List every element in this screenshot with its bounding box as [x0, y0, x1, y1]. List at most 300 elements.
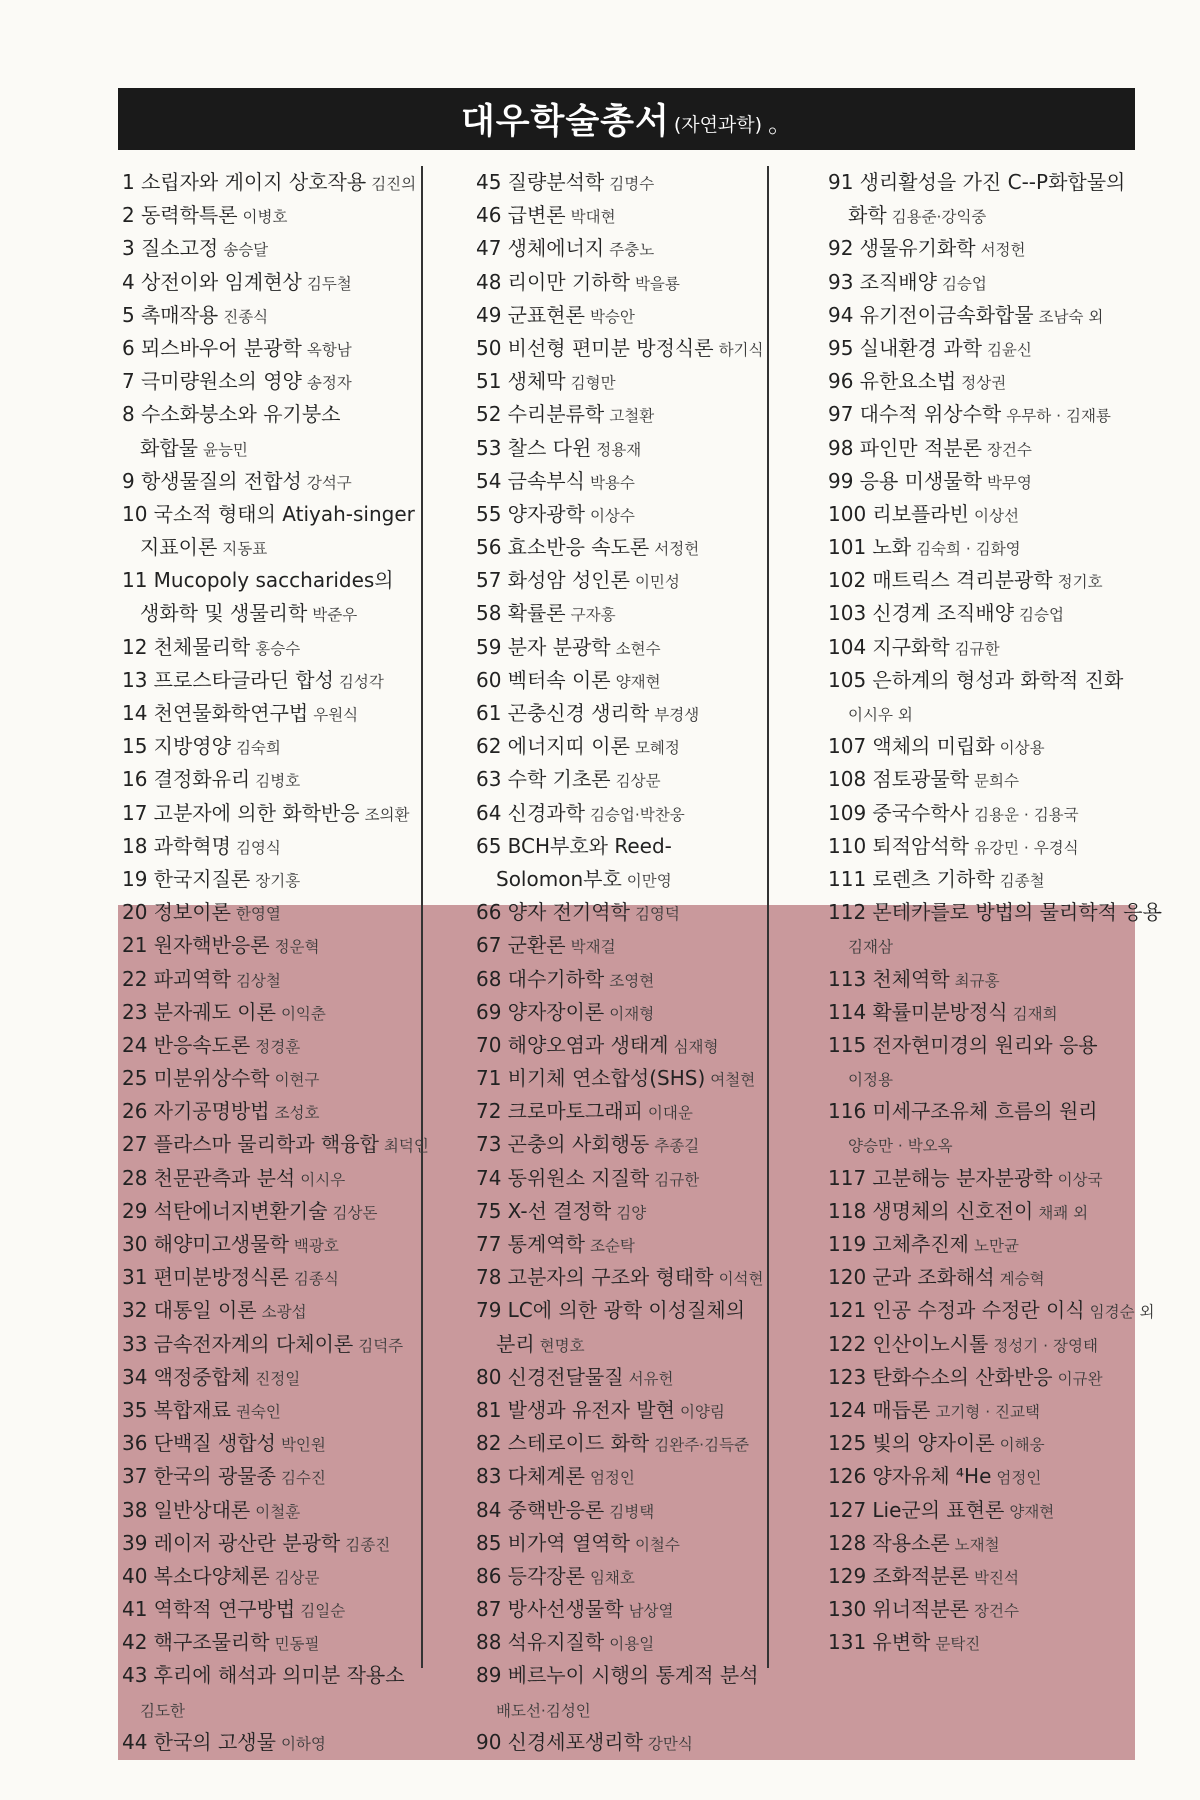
- book-number: 58: [476, 601, 502, 626]
- book-number: 10: [122, 501, 148, 526]
- book-title: 실내환경 과학: [859, 335, 982, 360]
- book-entry-continuation: [476, 863, 766, 896]
- book-author: 김영식: [235, 838, 281, 857]
- book-entry-line: [476, 365, 766, 398]
- book-number: 107: [828, 734, 867, 759]
- book-title: 편미분방정식론: [153, 1265, 289, 1290]
- book-author: 김승업·박찬웅: [589, 805, 685, 824]
- book-title: 곤충신경 생리학: [507, 701, 650, 725]
- book-title: 원자핵반응론: [153, 933, 270, 958]
- book-author: 김수진: [280, 1469, 326, 1488]
- book-entry-line: [122, 697, 418, 730]
- book-title: 극미량원소의 영양: [140, 369, 302, 394]
- book-author: 김두철: [306, 274, 352, 293]
- book-title: 고체추진제: [872, 1232, 969, 1256]
- book-entry-line: [122, 996, 418, 1029]
- book-author: 이익춘: [280, 1004, 326, 1023]
- book-title: 결정화유리: [153, 767, 251, 792]
- book-title: 작용소론: [872, 1530, 950, 1555]
- book-entry-line: [122, 1029, 418, 1062]
- book-author: 박무영: [986, 473, 1032, 492]
- book-title: 상전이와 임계현상: [140, 269, 302, 294]
- book-number: 9: [122, 468, 135, 493]
- book-entry-continuation: [828, 1062, 1135, 1095]
- book-entry: [828, 1261, 1135, 1294]
- book-entry-line: [122, 498, 418, 531]
- book-entry-line: [122, 232, 418, 265]
- book-number: 109: [828, 800, 867, 825]
- book-author: 김형만: [570, 374, 616, 393]
- book-entry: [476, 232, 766, 265]
- book-entry: [476, 266, 766, 299]
- book-author: 진종식: [223, 307, 269, 326]
- book-entry-line: [122, 1062, 418, 1095]
- book-title: 생화학 및 생물리학: [140, 601, 308, 626]
- book-title: 복합재료: [153, 1397, 231, 1422]
- book-entry-line: [122, 1128, 429, 1161]
- book-entry-line: [476, 631, 766, 664]
- book-entry-line: [476, 432, 766, 465]
- book-number: 32: [122, 1298, 148, 1323]
- book-title: 액체의 미립화: [872, 734, 995, 759]
- book-entry: [122, 299, 418, 332]
- book-number: 100: [828, 501, 867, 526]
- book-entry: [828, 1361, 1135, 1394]
- book-title: 인산이노시톨: [872, 1331, 989, 1356]
- book-entry-line: [122, 199, 418, 232]
- book-entry: [828, 531, 1135, 564]
- book-entry-line: [476, 1095, 766, 1128]
- book-number: 15: [122, 734, 148, 759]
- book-number: 105: [828, 667, 867, 692]
- book-number: 59: [476, 634, 502, 659]
- book-title: 생체막: [507, 369, 566, 394]
- book-entry-line: [476, 1062, 766, 1095]
- book-entry-line: [476, 266, 766, 299]
- book-author: 이용일: [609, 1635, 655, 1654]
- book-entry-line: [828, 963, 1135, 996]
- book-entry-line: [828, 1095, 1135, 1128]
- book-title: 핵구조물리학: [153, 1630, 270, 1655]
- book-entry-line: [122, 299, 418, 332]
- book-entry: [828, 1228, 1135, 1261]
- book-title: 고분자에 의한 화학반응: [153, 800, 360, 825]
- book-entry-line: [828, 332, 1135, 365]
- book-number: 120: [828, 1265, 867, 1290]
- book-entry: [122, 1062, 418, 1095]
- book-number: 18: [122, 833, 148, 858]
- book-number: 91: [828, 170, 854, 194]
- book-author: 최덕인: [383, 1137, 429, 1156]
- book-entry-line: [476, 232, 766, 265]
- book-entry: [122, 1626, 418, 1659]
- book-entry: [476, 697, 766, 730]
- book-entry-line: [122, 896, 418, 929]
- book-author: 조성호: [274, 1104, 320, 1123]
- book-entry-line: [828, 1560, 1135, 1593]
- book-author: 서정헌: [980, 241, 1026, 260]
- book-author: 이시우 외: [848, 706, 913, 724]
- book-entry-line: [122, 1228, 418, 1261]
- book-entry: [476, 1029, 766, 1062]
- book-title: 파괴역학: [153, 966, 231, 991]
- book-number: 63: [476, 767, 502, 792]
- header-bar: [118, 88, 1135, 150]
- book-title: 위너적분론: [872, 1597, 969, 1622]
- book-entry: [828, 1029, 1135, 1095]
- book-number: 70: [476, 1032, 502, 1057]
- book-author: 박재걸: [570, 938, 616, 957]
- book-author: 박을룡: [634, 274, 680, 293]
- book-author: 양재현: [1009, 1502, 1055, 1521]
- book-author: 장기홍: [255, 871, 301, 890]
- book-number: 37: [122, 1464, 148, 1489]
- book-entry: [828, 1593, 1135, 1626]
- book-entry: [828, 398, 1135, 431]
- book-entry-line: [476, 1460, 766, 1493]
- book-entry: [828, 963, 1135, 996]
- book-author: 양승만 · 박오옥: [848, 1137, 953, 1156]
- book-title: 퇴적암석학: [872, 833, 969, 858]
- book-author: 채쾌 외: [1038, 1203, 1089, 1222]
- book-number: 98: [828, 435, 854, 460]
- book-number: 95: [828, 335, 854, 360]
- book-entry-line: [476, 730, 766, 763]
- book-entry: [828, 863, 1135, 896]
- book-entry-line: [828, 1427, 1135, 1460]
- book-entry-line: [828, 664, 1135, 697]
- book-number: 77: [476, 1232, 502, 1256]
- book-entry-continuation: [828, 1128, 1135, 1161]
- book-author: 한영열: [235, 905, 281, 924]
- book-author: 고철환: [609, 407, 655, 426]
- book-entry-line: [122, 1261, 418, 1294]
- book-entry: [828, 664, 1135, 730]
- book-number: 1: [122, 170, 135, 194]
- book-title: 미세구조유체 흐름의 원리: [872, 1099, 1098, 1124]
- book-author: 홍승수: [255, 639, 301, 658]
- book-entry: [122, 830, 418, 863]
- book-entry-line: [476, 1626, 766, 1659]
- book-entry: [476, 631, 766, 664]
- book-entry: [122, 664, 418, 697]
- column-divider: [421, 166, 423, 1668]
- book-author: 박준우: [312, 606, 358, 625]
- book-entry-line: [476, 1593, 766, 1626]
- book-entry-line: [476, 1162, 766, 1195]
- book-title: 질량분석학: [507, 170, 605, 194]
- book-number: 57: [476, 568, 502, 593]
- book-entry-line: [828, 266, 1135, 299]
- book-title: 수소화붕소와 유기붕소: [140, 402, 341, 427]
- book-entry-continuation: [476, 1693, 766, 1726]
- book-number: 117: [828, 1165, 867, 1190]
- book-entry: [122, 365, 418, 398]
- book-title: 분리: [496, 1331, 535, 1356]
- book-author: 이만영: [626, 871, 672, 890]
- book-number: 79: [476, 1298, 502, 1323]
- book-number: 83: [476, 1464, 502, 1489]
- book-number: 131: [828, 1630, 867, 1655]
- book-number: 108: [828, 767, 867, 792]
- book-title: 수학 기초론: [507, 767, 611, 792]
- book-entry-continuation: [122, 531, 418, 564]
- book-number: 3: [122, 236, 135, 261]
- book-title: 뫼스바우어 분광학: [140, 335, 302, 360]
- book-entry-continuation: [122, 432, 418, 465]
- book-entry: [476, 996, 766, 1029]
- book-author: 김병호: [255, 772, 301, 791]
- book-entry-line: [828, 1460, 1135, 1493]
- book-number: 33: [122, 1331, 148, 1356]
- book-author: 엄정인: [589, 1469, 635, 1488]
- book-author: 이규완: [1057, 1369, 1103, 1388]
- book-entry-line: [476, 1361, 766, 1394]
- book-title: LC에 의한 광학 이성질체의: [507, 1298, 746, 1323]
- book-entry: [476, 1162, 766, 1195]
- book-title: 수리분류학: [507, 402, 605, 427]
- book-title: 해양미고생물학: [153, 1232, 289, 1256]
- book-number: 124: [828, 1397, 867, 1422]
- book-author: 김용운 · 김용국: [974, 805, 1079, 824]
- book-entry-line: [828, 1494, 1135, 1527]
- book-entry-line: [828, 564, 1135, 597]
- book-number: 4: [122, 269, 135, 294]
- book-entry: [828, 465, 1135, 498]
- book-number: 86: [476, 1563, 502, 1588]
- book-title: 스테로이드 화학: [507, 1431, 650, 1456]
- book-entry-line: [122, 398, 418, 431]
- book-number: 121: [828, 1298, 867, 1323]
- book-number: 19: [122, 866, 148, 891]
- book-number: 39: [122, 1530, 148, 1555]
- book-author: 백광호: [293, 1237, 339, 1255]
- book-number: 38: [122, 1497, 148, 1522]
- book-number: 104: [828, 634, 867, 659]
- book-entry-line: [476, 1494, 766, 1527]
- book-author: 이양림: [679, 1402, 725, 1421]
- book-entry: [828, 730, 1135, 763]
- book-entry-line: [122, 1494, 418, 1527]
- book-entry: [122, 1128, 429, 1161]
- book-entry-line: [476, 763, 766, 796]
- book-title: 촉매작용: [140, 302, 219, 327]
- book-number: 118: [828, 1198, 867, 1223]
- book-author: 강만식: [647, 1734, 693, 1753]
- book-entry: [476, 1195, 766, 1228]
- book-entry: [476, 730, 766, 763]
- book-title: 유변학: [872, 1630, 931, 1655]
- book-entry-line: [476, 797, 766, 830]
- book-entry: [122, 730, 418, 763]
- book-entry-line: [476, 1560, 766, 1593]
- book-author: 송정자: [306, 374, 352, 393]
- book-author: 정용재: [596, 440, 642, 459]
- book-title: 군과 조화해석: [872, 1265, 995, 1290]
- book-title: 로렌츠 기하학: [872, 866, 995, 891]
- book-author: 진정일: [255, 1369, 301, 1388]
- book-author: 최규홍: [954, 971, 1000, 990]
- book-title: 군환론: [507, 933, 566, 958]
- book-entry: [828, 564, 1135, 597]
- book-number: 28: [122, 1165, 148, 1190]
- book-entry-line: [476, 199, 766, 232]
- book-title: 복소다양체론: [153, 1563, 270, 1588]
- book-number: 61: [476, 701, 502, 725]
- book-title: 통계역학: [507, 1232, 585, 1256]
- book-title: 지표이론: [140, 535, 218, 560]
- book-entry: [476, 830, 766, 896]
- book-author: 현명호: [539, 1336, 585, 1355]
- book-entry-line: [122, 963, 418, 996]
- book-author: 박승안: [589, 307, 635, 326]
- book-entry: [476, 1593, 766, 1626]
- book-author: 우원식: [313, 706, 359, 724]
- book-entry: [122, 697, 418, 730]
- book-number: 47: [476, 236, 502, 261]
- book-title: 플라스마 물리학과 핵융합: [153, 1132, 379, 1157]
- book-entry-line: [122, 1294, 418, 1327]
- book-entry-line: [828, 299, 1135, 332]
- book-entry: [828, 232, 1135, 265]
- book-entry: [122, 763, 418, 796]
- book-title: 과학혁명: [153, 833, 231, 858]
- book-entry-line: [476, 697, 766, 730]
- book-entry: [828, 1162, 1135, 1195]
- book-number: 92: [828, 236, 854, 261]
- book-author: 이상용: [999, 739, 1045, 758]
- book-author: 이상선: [974, 506, 1019, 525]
- book-title: 리보플라빈: [872, 501, 969, 526]
- book-entry: [122, 232, 418, 265]
- book-number: 73: [476, 1132, 502, 1157]
- book-author: 김상철: [235, 971, 281, 990]
- book-title: 베르누이 시행의 통계적 분석: [507, 1663, 759, 1688]
- book-entry: [122, 1095, 418, 1128]
- book-author: 김완주·김득준: [654, 1436, 750, 1455]
- book-author: 계승혁: [999, 1270, 1045, 1289]
- book-entry: [828, 631, 1135, 664]
- book-entry: [476, 1427, 766, 1460]
- book-author: 배도선·김성인: [496, 1701, 591, 1720]
- book-number: 42: [122, 1630, 148, 1655]
- book-title: 인공 수정과 수정란 이식: [872, 1298, 1085, 1323]
- book-entry: [476, 564, 766, 597]
- book-title: X-선 결정학: [507, 1198, 612, 1223]
- book-entry-line: [828, 1328, 1135, 1361]
- book-author: 정상권: [961, 374, 1007, 393]
- book-entry-line: [476, 1195, 766, 1228]
- book-list-column-2: [476, 166, 766, 1759]
- book-number: 64: [476, 800, 502, 825]
- book-number: 128: [828, 1530, 867, 1555]
- book-author: 김상돈: [332, 1203, 378, 1222]
- book-entry: [122, 398, 418, 464]
- book-author: 정경훈: [255, 1037, 301, 1056]
- book-author: 하기식: [718, 340, 764, 359]
- book-entry-line: [476, 896, 766, 929]
- book-number: 114: [828, 999, 867, 1024]
- book-title: 발생과 유전자 발현: [507, 1397, 675, 1422]
- book-entry-line: [828, 1029, 1135, 1062]
- book-entry: [828, 1394, 1135, 1427]
- book-number: 90: [476, 1729, 502, 1754]
- book-entry: [122, 1228, 418, 1261]
- book-title: 조화적분론: [872, 1563, 969, 1588]
- book-title: 에너지띠 이론: [507, 734, 630, 759]
- book-number: 43: [122, 1663, 148, 1688]
- book-title: 분자 분광학: [507, 634, 611, 659]
- book-author: 이병호: [242, 208, 288, 227]
- book-entry-line: [828, 597, 1135, 630]
- book-entry: [122, 266, 418, 299]
- book-entry-line: [828, 1394, 1135, 1427]
- book-entry-line: [476, 597, 766, 630]
- book-number: 48: [476, 269, 502, 294]
- book-entry: [476, 1062, 766, 1095]
- book-title: 은하계의 형성과 화학적 진화: [872, 667, 1124, 692]
- book-number: 103: [828, 601, 867, 626]
- book-entry-continuation: [122, 1693, 418, 1726]
- book-entry: [122, 963, 418, 996]
- book-title: Mucopoly saccharides의: [153, 568, 394, 593]
- book-author: 김용준·강익중: [891, 208, 987, 227]
- book-author: 이해웅: [999, 1436, 1045, 1455]
- book-entry: [122, 199, 418, 232]
- book-entry-line: [476, 531, 766, 564]
- book-author: 이현구: [274, 1071, 320, 1090]
- book-entry-line: [476, 1261, 766, 1294]
- book-entry: [122, 929, 418, 962]
- book-author: 김명수: [609, 175, 655, 193]
- book-number: 50: [476, 335, 502, 360]
- book-entry: [122, 996, 418, 1029]
- book-title: 생체에너지: [507, 236, 605, 261]
- page-subtitle: (자연과학): [673, 113, 763, 136]
- book-author: 이상수: [589, 506, 635, 525]
- book-number: 75: [476, 1198, 502, 1223]
- book-author: 양재현: [615, 672, 661, 691]
- book-entry: [476, 1228, 766, 1261]
- book-author: 주충노: [609, 241, 655, 260]
- book-author: 이정용: [848, 1071, 893, 1090]
- book-author: 조영현: [609, 971, 655, 990]
- book-number: 62: [476, 734, 502, 759]
- book-entry-line: [828, 730, 1135, 763]
- book-author: 이대운: [647, 1104, 693, 1123]
- book-entry-line: [122, 1726, 418, 1759]
- book-number: 31: [122, 1265, 148, 1290]
- book-number: 29: [122, 1198, 148, 1223]
- book-entry: [122, 896, 418, 929]
- book-number: 85: [476, 1530, 502, 1555]
- book-entry-line: [122, 266, 418, 299]
- book-entry-line: [828, 996, 1135, 1029]
- book-title: 중국수학사: [872, 800, 969, 825]
- book-title: 석유지질학: [507, 1630, 605, 1655]
- book-entry-line: [476, 830, 766, 863]
- book-author: 김규한: [654, 1170, 700, 1189]
- book-entry: [476, 1361, 766, 1394]
- book-number: 126: [828, 1464, 867, 1489]
- book-entry: [828, 266, 1135, 299]
- book-entry: [476, 1659, 766, 1725]
- book-entry: [476, 963, 766, 996]
- book-number: 68: [476, 966, 502, 991]
- book-title: 생명체의 신호전이: [872, 1198, 1034, 1223]
- book-number: 52: [476, 402, 502, 427]
- book-entry-line: [828, 1593, 1135, 1626]
